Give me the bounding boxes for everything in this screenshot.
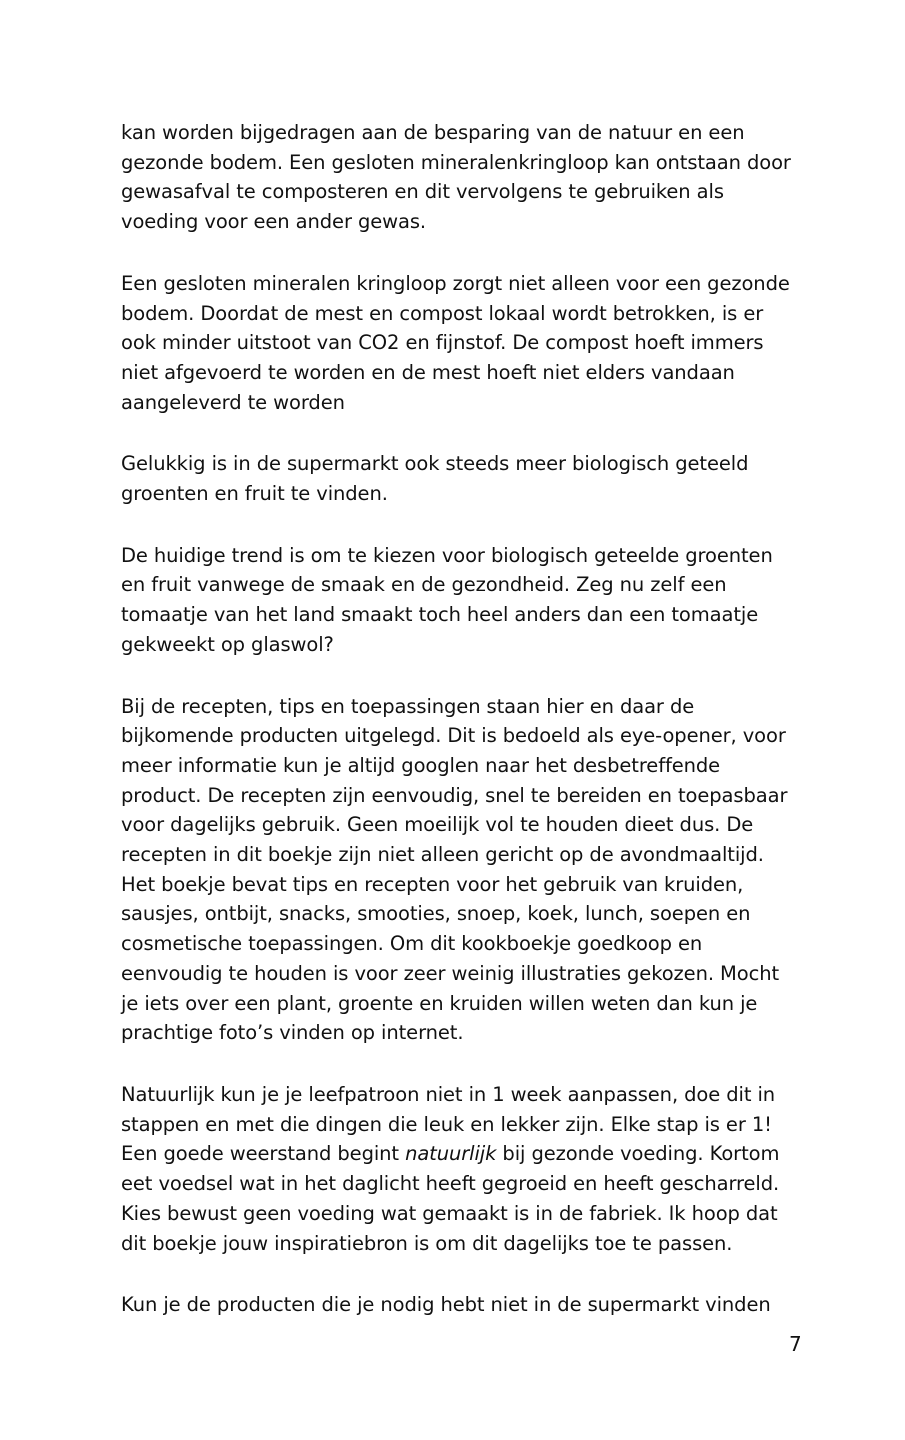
text-line: aangeleverd te worden: [121, 390, 345, 414]
paragraph-1: [121, 118, 821, 237]
text-line: Kun je de producten die je nodig hebt niet in de supermarkt vinden: [121, 1293, 771, 1317]
text-line: en fruit vanwege de smaak en de gezondheid. Zeg nu zelf een: [121, 573, 727, 597]
text-line: recepten in dit boekje zijn niet alleen gericht op de avondmaaltijd.: [121, 843, 764, 867]
text-line: product. De recepten zijn eenvoudig, snel te bereiden en toepasbaar: [121, 783, 788, 807]
text-line: voeding voor een ander gewas.: [121, 210, 426, 234]
text-line: voor dagelijks gebruik. Geen moeilijk vol te houden dieet dus. De: [121, 813, 754, 837]
text-segment: Een goede weerstand begint: [121, 1142, 406, 1166]
text-line: groenten en fruit te vinden.: [121, 482, 388, 506]
text-line: Bij de recepten, tips en toepassingen staan hier en daar de: [121, 694, 695, 718]
text-line: je iets over een plant, groente en kruiden willen weten dan kun je: [121, 991, 758, 1015]
text-line: dit boekje jouw inspiratiebron is om dit dagelijks toe te passen.: [121, 1231, 733, 1255]
text-line-with-emphasis: [121, 1139, 821, 1169]
paragraph-5: [121, 692, 821, 1048]
text-line: prachtige foto’s vinden op internet.: [121, 1021, 464, 1045]
text-line: niet afgevoerd te worden en de mest hoeft niet elders vandaan: [121, 360, 735, 384]
paragraph-4: [121, 541, 821, 660]
text-line: Kies bewust geen voeding wat gemaakt is in de fabriek. Ik hoop dat: [121, 1201, 778, 1225]
text-line: meer informatie kun je altijd googlen naar het desbetreffende: [121, 753, 721, 777]
page-number: 7: [789, 1332, 802, 1356]
paragraph-2: [121, 269, 821, 418]
paragraph-gap: [121, 1258, 821, 1290]
paragraph-6: [121, 1080, 821, 1258]
text-line: sausjes, ontbijt, snacks, smooties, snoep, koek, lunch, soepen en: [121, 902, 751, 926]
text-line: eenvoudig te houden is voor zeer weinig illustraties gekozen. Mocht: [121, 961, 780, 985]
text-line: eet voedsel wat in het daglicht heeft gegroeid en heeft gescharreld.: [121, 1172, 780, 1196]
text-line: gekweekt op glaswol?: [121, 632, 334, 656]
text-line: gezonde bodem. Een gesloten mineralenkringloop kan ontstaan door: [121, 150, 791, 174]
text-line: bijkomende producten uitgelegd. Dit is bedoeld als eye-opener, voor: [121, 724, 786, 748]
text-line: Gelukkig is in de supermarkt ook steeds meer biologisch geteeld: [121, 452, 749, 476]
text-line: cosmetische toepassingen. Om dit kookboekje goedkoop en: [121, 932, 703, 956]
text-line: gewasafval te composteren en dit vervolgens te gebruiken als: [121, 180, 724, 204]
paragraph-gap: [121, 509, 821, 541]
text-line: stappen en met die dingen die leuk en lekker zijn. Elke stap is er 1!: [121, 1112, 772, 1136]
text-line: Het boekje bevat tips en recepten voor het gebruik van kruiden,: [121, 872, 744, 896]
text-line: tomaatje van het land smaakt toch heel anders dan een tomaatje: [121, 603, 759, 627]
text-line: Natuurlijk kun je je leefpatroon niet in 1 week aanpassen, doe dit in: [121, 1082, 776, 1106]
text-line: De huidige trend is om te kiezen voor biologisch geteelde groenten: [121, 543, 773, 567]
text-line: ook minder uitstoot van CO2 en fijnstof. De compost hoeft immers: [121, 331, 764, 355]
paragraph-3: [121, 449, 821, 508]
body-text: [121, 118, 821, 1320]
paragraph-gap: [121, 1048, 821, 1080]
text-segment: bij gezonde voeding. Kortom: [496, 1142, 780, 1166]
text-line: bodem. Doordat de mest en compost lokaal wordt betrokken, is er: [121, 301, 764, 325]
paragraph-gap: [121, 660, 821, 692]
text-line: Een gesloten mineralen kringloop zorgt niet alleen voor een gezonde: [121, 271, 790, 295]
paragraph-gap: [121, 237, 821, 269]
paragraph-gap: [121, 417, 821, 449]
emphasized-word: natuurlijk: [405, 1142, 497, 1166]
paragraph-7: [121, 1290, 821, 1320]
text-line: kan worden bijgedragen aan de besparing van de natuur en een: [121, 121, 745, 144]
